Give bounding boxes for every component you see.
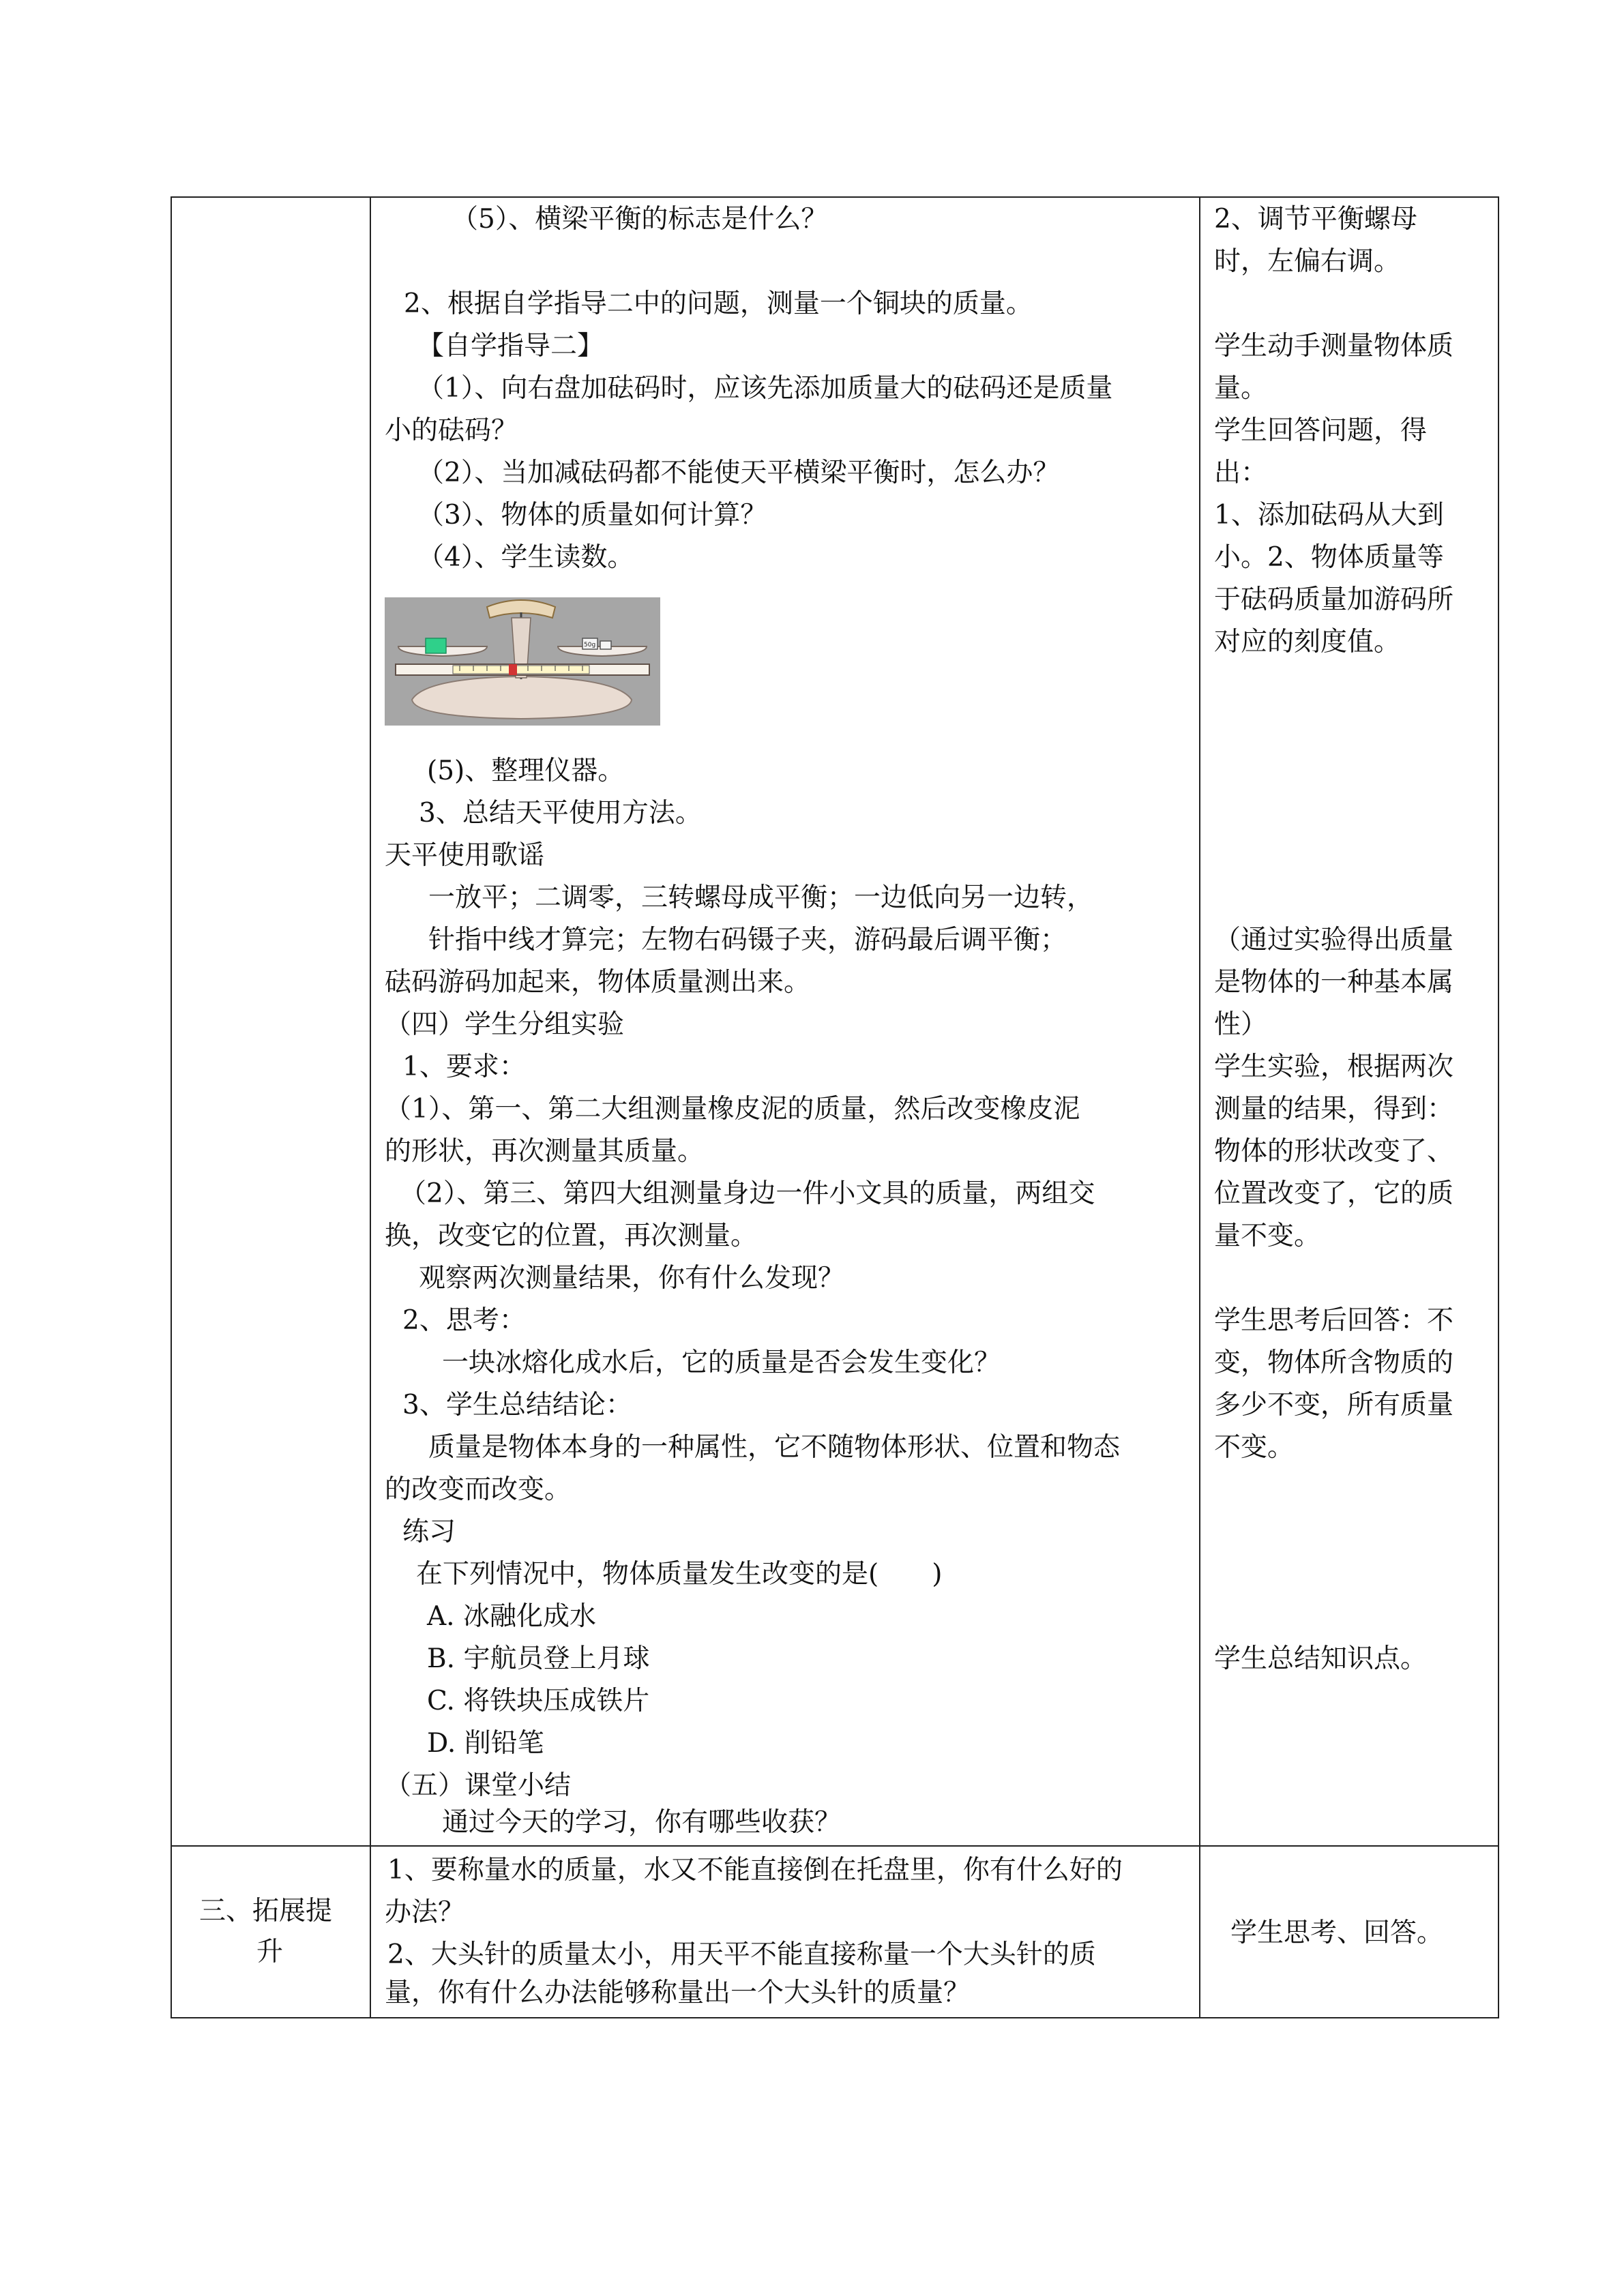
text-line: 时，左偏右调。 [1214,246,1401,277]
text-line: 的改变而改变。 [385,1474,572,1505]
text-line: 2、思考： [402,1305,526,1336]
text-line: 多少不变，所有质量 [1214,1390,1454,1420]
text-line: 量。 [1214,373,1268,404]
text-line: 学生思考后回答：不 [1214,1305,1454,1336]
text-line: 1、要称量水的质量，水又不能直接倒在托盘里，你有什么好的 [387,1855,1123,1885]
text-line: 质量是物体本身的一种属性，它不随物体形状、位置和物态 [428,1432,1121,1463]
text-line: B. 宇航员登上月球 [427,1643,650,1674]
text-line: （四）学生分组实验 [385,1009,625,1040]
text-line: 砝码游码加起来，物体质量测出来。 [385,967,811,998]
text-line: C. 将铁块压成铁片 [427,1686,650,1716]
text-line: 1、添加砝码从大到 [1214,500,1444,531]
text-line: 观察两次测量结果，你有什么发现？ [419,1263,845,1294]
text-line: 是物体的一种基本属 [1214,967,1454,998]
text-line: 2、根据自学指导二中的问题，测量一个铜块的质量。 [404,288,1033,319]
text-line: 学生实验，根据两次 [1214,1052,1454,1082]
text-line: 1、要求： [402,1052,526,1082]
text-line: 量，你有什么办法能够称量出一个大头针的质量？ [385,1978,971,2008]
text-line: （3）、物体的质量如何计算？ [417,500,767,531]
text-line: 办法？ [385,1897,465,1928]
text-line: 【自学指导二】 [417,331,604,361]
text-line: 2、调节平衡螺母 [1214,204,1417,235]
section-title: 升 [256,1937,284,1967]
text-line: 一放平；二调零，三转螺母成平衡；一边低向另一边转， [428,882,1094,913]
text-line: 一块冰熔化成水后，它的质量是否会发生变化？ [442,1347,1001,1378]
text-line: 性） [1214,1009,1268,1040]
text-line: （4）、学生读数。 [417,542,634,573]
text-line: D. 削铅笔 [427,1728,544,1759]
text-line: （2）、第三、第四大组测量身边一件小文具的质量，两组交 [400,1178,1095,1209]
section-title-cell [172,1847,370,2018]
text-line: （五）课堂小结 [385,1770,572,1801]
section-title: 三、拓展提 [199,1896,333,1926]
text-line: 3、学生总结结论： [402,1390,632,1420]
bottom-right-cell [1200,1847,1499,2018]
text-line: （通过实验得出质量 [1214,925,1454,955]
text-line: 小。2、物体质量等 [1214,542,1444,573]
middle-cell [371,198,1199,1845]
text-line: 位置改变了，它的质 [1214,1178,1454,1209]
text-line: 3、总结天平使用方法。 [419,798,702,829]
text-line: 于砝码质量加游码所 [1214,584,1454,615]
text-line: 换，改变它的位置，再次测量。 [385,1221,758,1251]
text-line: 通过今天的学习，你有哪些收获？ [442,1807,842,1838]
text-line: 学生总结知识点。 [1214,1643,1428,1674]
text-line: 变，物体所含物质的 [1214,1347,1454,1378]
text-line: 在下列情况中，物体质量发生改变的是( ) [416,1559,943,1590]
text-line: （1）、向右盘加砝码时，应该先添加质量大的砝码还是质量 [417,373,1113,404]
text-line: 小的砝码？ [385,415,518,446]
text-line: 对应的刻度值。 [1214,627,1401,657]
text-line: (5)、整理仪器。 [427,756,625,786]
balance-scale-illustration [385,597,660,726]
text-line: 学生动手测量物体质 [1214,331,1454,361]
text-line: 学生思考、回答。 [1230,1918,1444,1948]
text-line: A. 冰融化成水 [427,1601,596,1632]
right-cell [1200,198,1499,1845]
text-line: 物体的形状改变了、 [1214,1136,1454,1167]
text-line: 练习 [402,1517,456,1547]
text-line: 2、大头针的质量太小，用天平不能直接称量一个大头针的质 [387,1939,1096,1970]
text-line: （1）、第一、第二大组测量橡皮泥的质量，然后改变橡皮泥 [385,1094,1080,1124]
text-line: 的形状，再次测量其质量。 [385,1136,705,1167]
weight-label: 50g [584,642,596,648]
lesson-table [171,196,1499,2018]
bottom-middle-cell [371,1847,1199,2018]
text-line: 测量的结果，得到： [1214,1094,1454,1124]
text-line: 天平使用歌谣 [385,840,545,871]
text-line: 出： [1214,458,1268,488]
text-line: 不变。 [1214,1432,1295,1463]
text-line: 针指中线才算完；左物右码镊子夹，游码最后调平衡； [428,925,1067,955]
text-line: 量不变。 [1214,1221,1321,1251]
text-line: 学生回答问题，得 [1214,415,1428,446]
text-line: （5）、横梁平衡的标志是什么？ [452,204,828,235]
text-line: （2）、当加减砝码都不能使天平横梁平衡时，怎么办？ [417,458,1060,488]
balance-scale-image [385,597,660,726]
